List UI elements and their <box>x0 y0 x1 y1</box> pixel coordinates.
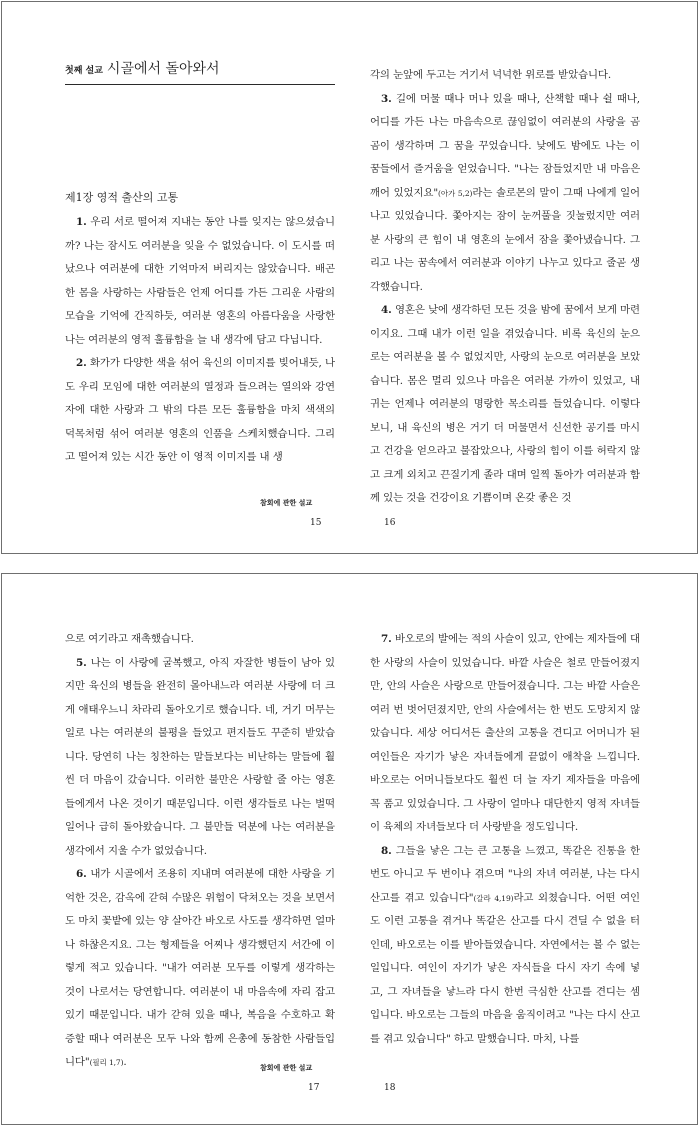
scripture-reference: (아가 5,2) <box>438 188 473 198</box>
scripture-reference: (필리 1,7) <box>89 1058 124 1067</box>
paragraph-text: . <box>123 1056 127 1068</box>
chapter-title: 제1장 영적 출산의 고통 <box>65 191 179 204</box>
page-15 <box>2 2 350 553</box>
paragraph-text: 바오로의 발에는 적의 사슬이 있고, 안에는 제자들에 대한 사랑의 사슬이 있었습니다. 바깥 사슬은 철로 만들어졌지만, 안의 사슬은 사랑으로 만들어졌습니다. 그는 바깥 사슬은 여러 번 벗어던졌지만, 안의 사슬에서는 한 번도 도망치지 않았습니다. 세상 어디서든 출산의 고통을 견디고 어머니가 된 여인들은 자기가 낳은 자녀들에게 끝없이 애착을 느낍니다. 바오로는 어머니들보다도 훨씬 더 늘 자기 제자들을 마음에 꼭 품고 있었습니다. 그 사랑이 얼마나 대단한지 영적 자녀들이 육체의 자녀들보다 더 사랑받을 정도입니다. <box>370 633 640 833</box>
paragraph-number: 1. <box>76 216 87 228</box>
paragraph-text: 그들을 낳은 그는 큰 고통을 느꼈고, 똑같은 진통을 한 번도 아니고 두 번이나 겪으며 "나의 자녀 여러분, 나는 다시 산고를 겪고 있습니다" <box>370 844 640 904</box>
paragraph-text: 영혼은 낮에 생각하던 모든 것을 밤에 꿈에서 보게 마련이지요. 그때 내가 이런 일을 겪었습니다. 비록 육신의 눈으로는 여러분을 볼 수 없었지만, 사랑의 눈으로 여러분을 보았습니다. 몸은 멀리 있으나 마음은 여러분 가까이 있었고, 내 귀는 언제나 여러분의 명랑한 목소리를 들었습니다. 이렇다 보니, 내 육신의 병은 거기 더 머물면서 신선한 공기를 마시고 건강을 얻으라고 불잡았으나, 사랑의 힘이 이를 허락지 않고 크게 외치고 끈질기게 졸라 대며 일찍 돌아가 여러분과 함께 있는 것을 건강이요 기쁨이며 온갖 좋은 것 <box>370 304 640 504</box>
paragraph-continued: 각의 눈앞에 두고는 거기서 넉넉한 위로를 받았습니다. <box>370 69 612 81</box>
page-number: 18 <box>384 1083 396 1093</box>
page-16-body <box>370 64 640 511</box>
page-17 <box>2 574 350 1124</box>
paragraph-8 <box>370 840 640 1052</box>
paragraph-number: 8. <box>381 844 392 857</box>
paragraph-6 <box>65 863 335 1075</box>
paragraph-text: 라는 솔로몬의 말이 그때 나에게 일어나고 있었습니다. 쫓아지는 잠이 눈꺼풀을 짓눌렀지만 여러분 사랑의 큰 힘이 내 영혼의 눈에서 잠을 쫓아냈습니다. 그리고 나는 꿈속에서 여러분과 이야기 나누고 있다고 줄곧 생각했습니다. <box>370 186 640 293</box>
paragraph-text: 라고 외쳤습니다. 어떤 여인도 이런 고통을 겪거나 똑같은 산고를 다시 견딜 수 없을 터인데, 바오로는 이를 받아들였습니다. 자연에서는 볼 수 없는 일입니다. 여인이 자기가 낳은 자식들을 다시 자기 속에 넣고, 그 자녀들을 낳느라 다시 한번 극심한 산고를 견디는 셈입니다. 바오로는 그들의 마음을 움직이려고 "나는 다시 산고를 겪고 있습니다" 하고 말했습니다. 마치, 나를 <box>370 891 640 1045</box>
paragraph-1 <box>65 211 335 352</box>
footer-book-title: 참회에 관한 설교 <box>260 498 313 507</box>
paragraph-number: 4. <box>381 304 392 316</box>
page-18 <box>350 574 698 1124</box>
paragraph-number: 5. <box>76 656 87 669</box>
paragraph-number: 7. <box>381 633 392 645</box>
sermon-number-label: 첫째 설교 <box>65 66 103 76</box>
page-16 <box>350 2 698 553</box>
paragraph-2 <box>65 352 335 470</box>
paragraph-7 <box>370 628 640 840</box>
footer-book-title: 참회에 관한 설교 <box>260 1063 313 1072</box>
page-18-body <box>370 628 640 1051</box>
paragraph-text: 내가 시골에서 조용히 지내며 여러분에 대한 사랑을 기억한 것은, 감옥에 갇혀 수많은 위험이 닥쳐오는 것을 보면서도 마치 꽃밭에 있는 양 살아간 바오로 사도를 생각하면 얼마나 하찮은지요. 그는 형제들을 어찌나 생각했던지 서간에 이렇게 적고 있습니다. "내가 여러분 모두를 이렇게 생각하는 것이 나로서는 당연합니다. 여러분이 내 마음속에 자리 잡고 있기 때문입니다. 내가 갇혀 있을 때나, 복음을 수호하고 확증할 때나 여러분은 모두 나와 함께 은총에 동참한 사람들입니다" <box>65 868 335 1068</box>
paragraph-text: 나는 이 사랑에 굴복했고, 아직 자잘한 병들이 남아 있지만 육신의 병들을 완전히 몰아내느라 여러분 사랑에 더 크게 애태우느니 차라리 돌아오기로 했습니다. 네, 거기 머무는 일로 나는 여러분의 불평을 들었고 편지들도 꾸준히 받았습니다. 당연히 나는 칭찬하는 말들보다는 비난하는 말들에 훨씬 더 마음이 갔습니다. 이러한 불만은 사랑할 줄 아는 영혼들에게서 나온 것이기 때문입니다. 이런 생각들로 나는 벌떡 일어나 급히 돌아왔습니다. 그 불만들 덕분에 나는 여러분을 생각에서 지울 수가 없었습니다. <box>65 656 335 857</box>
running-header <box>65 59 335 85</box>
book-spread-17-18 <box>1 573 698 1125</box>
page-number: 16 <box>384 518 396 528</box>
page-15-body <box>65 211 335 470</box>
scripture-reference: (갈라 4,19) <box>473 893 514 903</box>
paragraph-3 <box>370 88 640 300</box>
paragraph-continued: 으로 여기라고 재촉했습니다. <box>65 633 194 645</box>
paragraph-number: 2. <box>76 357 87 369</box>
paragraph-4 <box>370 299 640 511</box>
page-17-body <box>65 628 335 1075</box>
paragraph-number: 3. <box>381 92 392 105</box>
paragraph-text: 길에 머물 때나 머나 있을 때나, 산책할 때나 쉴 때나, 어디를 가든 나는 마음속으로 끊임없이 여러분의 사랑을 곰곰이 생각하며 그 꿈을 꾸었습니다. 낮에도 밤에도 나는 이 꿈들에서 즐거움을 얻었습니다. "나는 잠들었지만 내 마음은 깨어 있었지요" <box>370 92 640 199</box>
book-spread-15-16 <box>1 1 698 554</box>
paragraph-number: 6. <box>76 868 87 880</box>
paragraph-text: 우리 서로 떨어져 지내는 동안 나를 잊지는 않으셨습니까? 나는 잠시도 여러분을 잊을 수 없었습니다. 이 도시를 떠났으나 여러분에 대한 기억마저 버리지는 않았습니다. 배곤한 몸을 사랑하는 사람들은 언제 어디를 가든 그리운 사람의 모습을 기억에 간직하듯, 여러분 영혼의 아름다움을 사랑한 나는 여러분의 영적 훌륭함을 늘 내 생각에 담고 다닙니다. <box>65 216 335 346</box>
page-number: 17 <box>308 1083 320 1093</box>
paragraph-5 <box>65 652 335 864</box>
page-number: 15 <box>310 518 322 528</box>
paragraph-text: 화가가 다양한 색을 섞어 육신의 이미지를 빚어내듯, 나도 우리 모임에 대한 여러분의 열정과 들으려는 열의와 강연자에 대한 사랑과 그 밖의 다른 모든 훌륭함을 마치 색색의 덕목처럼 섞어 여러분 영혼의 인품을 스케치했습니다. 그리고 떨어져 있는 시간 동안 이 영적 이미지를 내 생 <box>65 357 335 463</box>
sermon-title: 시골에서 돌아와서 <box>106 61 220 77</box>
